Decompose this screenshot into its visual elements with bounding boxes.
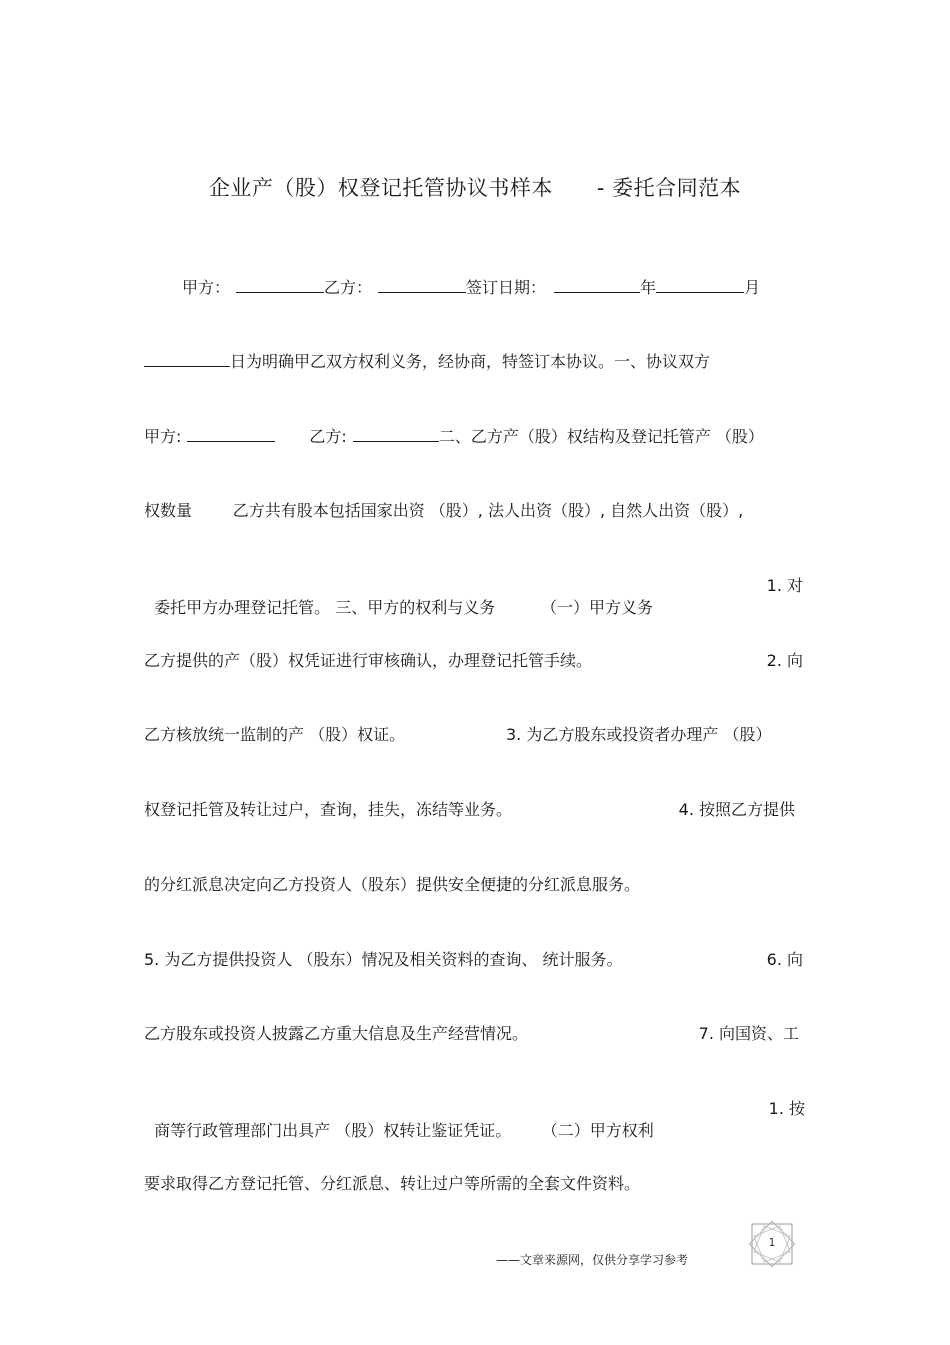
line-13: 要求取得乙方登记托管、分红派息、转让过户等所需的全套文件资料。: [144, 1174, 641, 1193]
line-11-item: 7. 向国资、工: [698, 1024, 799, 1043]
party-b-blank-2: [353, 425, 439, 442]
page-number: 1: [768, 1236, 776, 1249]
year-label: 年: [640, 278, 657, 297]
line-5-text: 委托甲方办理登记托管。 三、甲方的权利与义务 （一）甲方义务: [154, 598, 654, 617]
line-4: 权数量 乙方共有股本包括国家出资 （股）, 法人出资（股）, 自然人出资（股）,: [144, 501, 744, 520]
line-7-item: 3. 为乙方股东或投资者办理产 （股）: [506, 725, 772, 744]
title-sub: - 委托合同范本: [596, 176, 742, 200]
line-6-text: 乙方提供的产（股）权凭证进行审核确认，办理登记托管手续。: [144, 651, 593, 670]
day-blank: [144, 350, 230, 367]
party-a-label: 甲方：: [182, 278, 231, 297]
line-10-item: 6. 向: [766, 950, 803, 969]
line-8-text: 权登记托管及转让过户，查询，挂失，冻结等业务。: [144, 800, 513, 819]
line-11-text: 乙方股东或投资人披露乙方重大信息及生产经营情况。: [144, 1024, 529, 1043]
footer-source-note: ——文章来源网，仅供分享学习参考: [496, 1253, 689, 1267]
sign-date-label: 签订日期：: [466, 278, 547, 297]
line-12-text: 商等行政管理部门出具产 （股）权转让鉴证凭证。 （二）甲方权利: [154, 1121, 654, 1140]
line-8-item: 4. 按照乙方提供: [678, 800, 795, 819]
line-1: [182, 276, 782, 299]
title-main: 企业产（股）权登记托管协议书样本: [208, 176, 553, 200]
line-2: [144, 350, 809, 373]
party-b-blank: [378, 276, 466, 293]
line-12-item: 1. 按: [768, 1099, 805, 1118]
line-7: [144, 724, 809, 746]
line-3-text: 二、乙方产（股）权结构及登记托管产 （股）: [438, 427, 764, 446]
line-11: [144, 1023, 809, 1045]
line-10-text: 5. 为乙方提供投资人 （股东）情况及相关资料的查询、 统计服务。: [144, 950, 623, 969]
line-9: 的分红派息决定向乙方投资人（股东）提供安全便捷的分红派息服务。: [144, 875, 641, 894]
line-12: [144, 1098, 809, 1164]
line-2-text: 日为明确甲乙双方权利义务，经协商，特签订本协议。一、协议双方: [230, 352, 711, 371]
party-a-label-2: 甲方:: [144, 427, 182, 446]
line-7-text: 乙方核放统一监制的产 （股）权证。: [144, 725, 406, 744]
month-blank: [656, 276, 744, 293]
line-5: [144, 575, 809, 641]
line-6-item: 2. 向: [766, 651, 803, 670]
document-title: [0, 172, 950, 202]
line-6: [144, 650, 809, 672]
party-a-blank-2: [187, 425, 275, 442]
line-5-item: 1. 对: [766, 576, 803, 595]
party-b-label: 乙方：: [324, 278, 373, 297]
line-3: [144, 425, 809, 448]
line-8: [144, 799, 809, 821]
year-blank: [554, 276, 640, 293]
party-b-label-2: 乙方:: [309, 427, 347, 446]
line-10: [144, 949, 809, 971]
party-a-blank: [236, 276, 324, 293]
month-label: 月: [744, 278, 761, 297]
